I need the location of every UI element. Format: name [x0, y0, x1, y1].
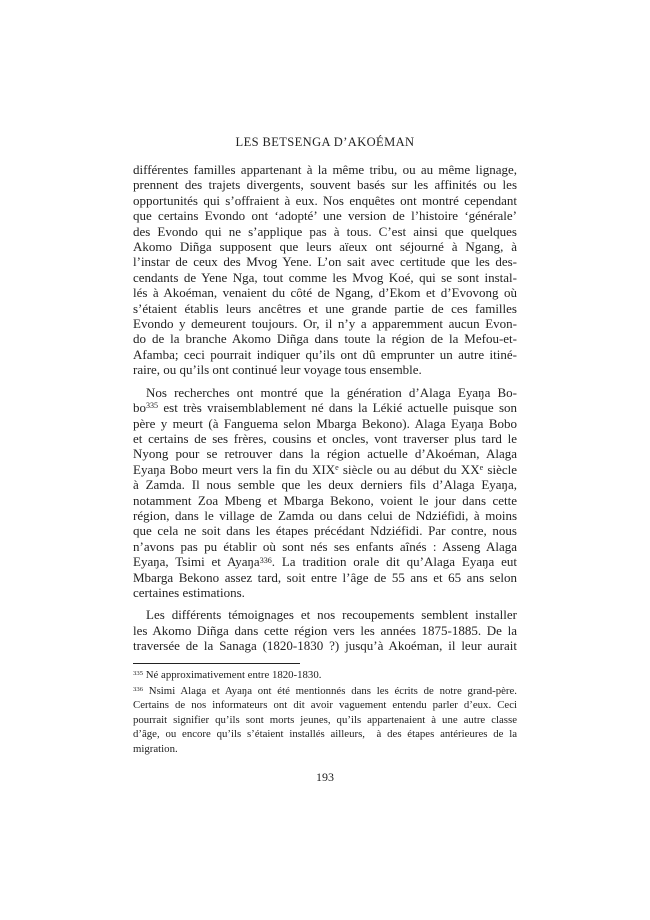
text-line: région, dans le village de Zamda ou dans celui de Ndziéfidi, à moins	[133, 507, 517, 523]
text-line: Akomo Diñga supposent que leurs aïeux ont séjourné à Ngang, à	[133, 239, 517, 255]
text-line: $^{336}$ Nsimi Alaga et Ayaŋa ont été mentionnés dans les écrits de notre grand-père.	[133, 685, 517, 697]
footnote-reference: 336	[133, 686, 144, 693]
paragraph	[133, 607, 517, 653]
text-line: père y meurt (à Fanguema selon Mbarga Bekono). Alaga Eyaŋa Bobo	[133, 415, 517, 431]
running-header: LES BETSENGA D’AKOÉMAN	[235, 135, 415, 149]
text-line: s’étaient établis leurs ancêtres et une grande partie de ces familles	[133, 300, 517, 316]
text-line: d’âge, ou encore qu’ils s’étaient installés ailleurs, à des étapes antérieures de la	[133, 728, 517, 741]
paragraph	[133, 385, 517, 601]
text-line: do de la branche Akomo Diñga dans toute la région de la Mefou-et-	[133, 331, 517, 347]
text-line: prennent des trajets divergents, souvent basés sur les affinités ou les	[133, 177, 517, 193]
text-line: opportunités qui s’offraient à eux. Nos enquêtes ont montré cependant	[133, 192, 517, 208]
text-line: l’instar de ceux des Mvog Yene. L’on sait avec certitude que les des-	[133, 254, 517, 270]
text-line: différentes familles appartenant à la même tribu, ou au même lignage,	[133, 162, 517, 177]
text-line: que certains Evondo ont ‘adopté’ une version de l’histoire ‘générale’	[133, 208, 517, 224]
text-line: Evondo y demeurent toujours. Or, il n’y a apparemment aucun Evon-	[133, 316, 517, 332]
text-line: Les différents témoignages et nos recoupements semblent installer	[146, 607, 517, 623]
text-line: Mbarga Bekono assez tard, soit entre l’âge de 55 ans et 65 ans selon	[133, 569, 517, 585]
text-block	[133, 136, 517, 756]
footnote	[133, 668, 517, 682]
text-line: pourrait signifier qu’ils sont morts jeunes, qu’ils appartenaient à une autre classe	[133, 713, 517, 726]
footnote-reference: e	[335, 463, 339, 473]
text-line: Certains de nos informateurs ont dit avoir vaguement entendu parler d’eux. Ceci	[133, 699, 517, 712]
text-line: notamment Zoa Mbeng et Mbarga Bekono, voient le jour dans cette	[133, 492, 517, 508]
text-line: que cela ne soit dans les étapes précédant Ndziéfidi. Par contre, nous	[133, 523, 517, 539]
text-line: lés à Akoéman, venaient du côté de Ngang, d’Ekom et d’Evovong où	[133, 285, 517, 301]
text-line: à Zamda. Il nous semble que les deux derniers fils d’Alaga Eyaŋa,	[133, 477, 517, 493]
text-line: raire, ou qu’ils ont continué leur voyage tous ensemble.	[133, 362, 422, 378]
text-line: et certains de ses frères, cousins et oncles, vont traverser plus tard le	[133, 430, 517, 446]
text-line: traversée de la Sanaga (1820-1830 ?) jusqu’à Akoéman, il leur aurait	[133, 638, 517, 654]
body-text	[133, 162, 517, 654]
footnote	[133, 684, 517, 756]
footnote-reference: 335	[133, 669, 144, 677]
text-line: des Evondo qui ne s’applique pas à tous. C’est ainsi que quelques	[133, 223, 517, 239]
footnote-separator	[133, 663, 300, 664]
footnote-reference: 336	[259, 555, 272, 565]
text-line: $bo^{335}$ est très vraisemblablement né dans la Lékié actuelle puisque son	[133, 400, 517, 416]
footnote-reference: 335	[146, 401, 159, 411]
text-line: Eyaŋa Bobo meurt vers la fin du XIXe siècle ou au début du XXe siècle	[133, 461, 517, 477]
text-line: Eyaŋa, Tsimi et Ayaŋa$^{336}$. La tradition orale dit qu’Alaga Eyaŋa eut	[133, 554, 518, 570]
text-line: Nyong pour se retrouver dans la région actuelle d’Akoéman, Alaga	[133, 446, 517, 462]
text-line: migration.	[133, 742, 178, 755]
text-line: les Akomo Diñga dans cette région vers les années 1875-1885. De la	[133, 622, 517, 638]
text-line: Afamba; ceci pourrait indiquer qu’ils ont dû emprunter un autre itiné-	[133, 346, 517, 362]
text-line: cendants de Yene Nga, tout comme les Mvog Koé, qui se sont instal-	[133, 269, 517, 285]
footnote-reference: e	[479, 463, 484, 473]
text-line: $^{335}$ Né approximativement entre 1820-1830.	[133, 668, 322, 681]
text-line: n’avons pas pu établir où sont nés ses enfants aînés : Asseng Alaga	[133, 538, 517, 554]
footnotes	[133, 668, 517, 756]
text-line: certaines estimations.	[133, 584, 245, 600]
text-line: Nos recherches ont montré que la génération d’Alaga Eyaŋa Bo-	[146, 384, 517, 400]
paragraph	[133, 162, 517, 378]
page-number: 193	[316, 770, 334, 784]
